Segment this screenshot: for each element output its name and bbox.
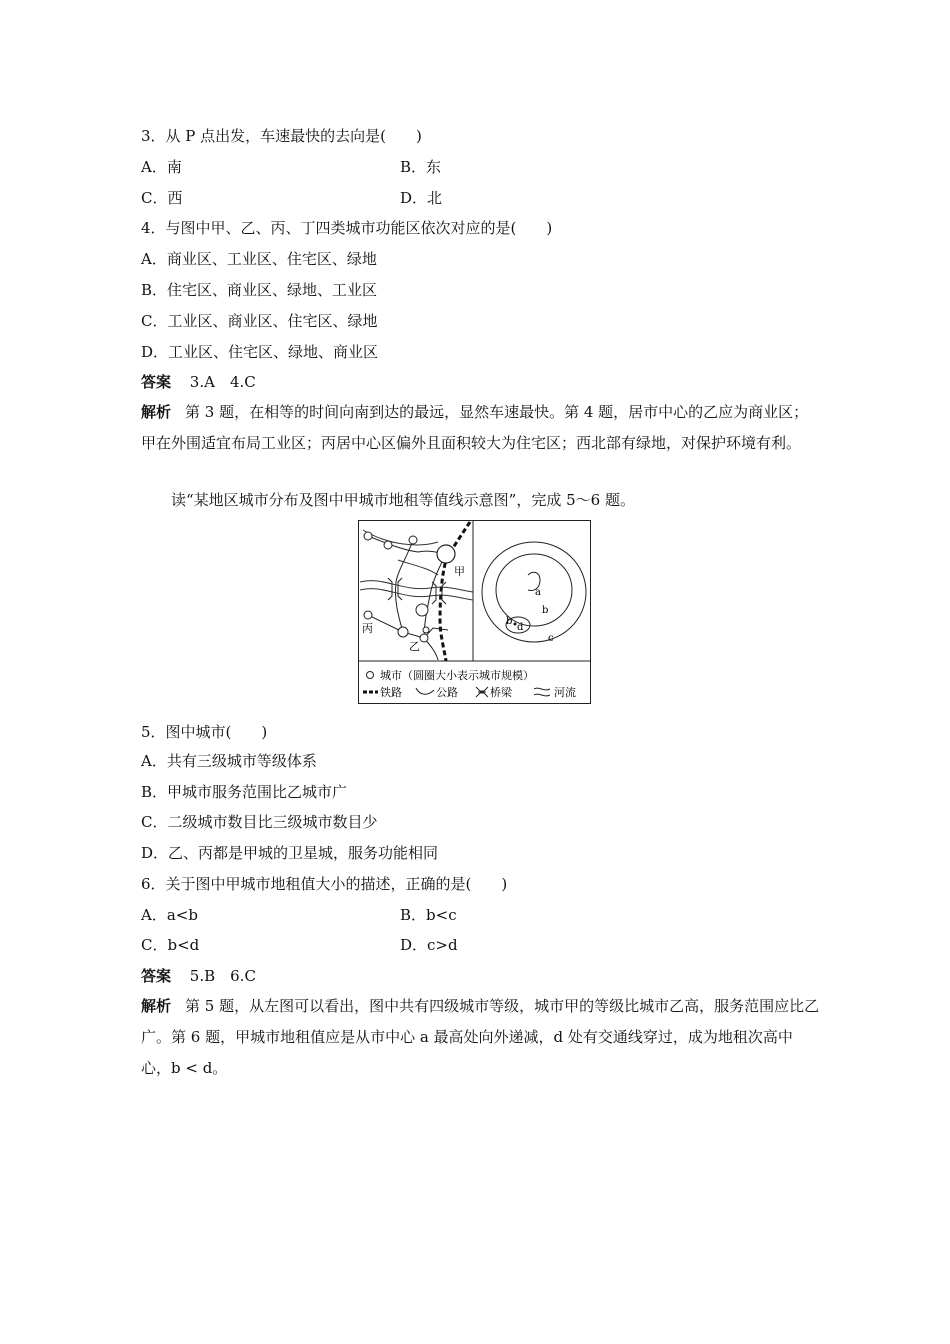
q4-option-a: A．商业区、工业区、住宅区、绿地 (141, 250, 377, 268)
contour-label-a: a (535, 587, 541, 598)
q3-option-a: A．南 (141, 158, 182, 176)
answer-label: 答案 (141, 967, 172, 985)
explanation-text: 第 5 题，从左图可以看出，图中共有四级城市等级，城市甲的等级比城市乙高，服务范围应比乙广。第 6 题，甲城市地租值应是从市中心 a 最高处向外递减，d 处有交通线穿过，成为地租次高中心，b < d。 (141, 997, 820, 1077)
q5-option-b: B．甲城市服务范围比乙城市广 (141, 783, 348, 801)
legend-bridge-label: 桥梁 (490, 686, 512, 699)
legend-rail-label: 铁路 (380, 686, 402, 699)
q6-stem: 6．关于图中甲城市地租值大小的描述，正确的是( ) (141, 875, 508, 893)
city-jia-marker (437, 545, 455, 563)
figure-intro: 读“某地区城市分布及图中甲城市地租等值线示意图”，完成 5～6 题。 (171, 491, 635, 509)
legend-river-label: 河流 (554, 686, 576, 699)
q3-stem: 3．从 P 点出发，车速最快的去向是( ) (141, 127, 422, 145)
legend-road-label: 公路 (436, 686, 458, 699)
city-bing-marker (398, 627, 408, 637)
contour-label-b: b (506, 616, 513, 627)
q6-option-a: A．a<b (141, 906, 198, 924)
q4-option-b: B．住宅区、商业区、绿地、工业区 (141, 281, 378, 299)
q5-stem: 5．图中城市( ) (141, 723, 268, 741)
q4-option-c: C．工业区、商业区、住宅区、绿地 (141, 312, 378, 330)
explanation-3-4 (141, 397, 821, 459)
city-yi-label: 乙 (409, 640, 420, 653)
contour-label-c: c (548, 633, 554, 644)
q4-stem: 4．与图中甲、乙、丙、丁四类城市功能区依次对应的是( ) (141, 219, 553, 237)
explanation-label: 解析 (141, 997, 172, 1015)
answer-label: 答案 (141, 373, 172, 391)
answer-text: 3.A 4.C (189, 373, 256, 391)
q5-option-a: A．共有三级城市等级体系 (141, 752, 317, 770)
city-marker (364, 532, 372, 540)
city-yi-marker (420, 634, 428, 642)
contour-label-b: b (542, 605, 549, 616)
explanation-5-6 (141, 991, 821, 1084)
q6-option-b: B．b<c (400, 906, 457, 924)
city-jia-label: 甲 (454, 565, 465, 578)
contour-label-d: d (517, 622, 524, 633)
answer-text: 5.B 6.C (189, 967, 256, 985)
city-marker (409, 536, 417, 544)
answer-5-6 (141, 966, 256, 986)
city-marker (384, 541, 392, 549)
q3-option-c: C．西 (141, 189, 183, 207)
city-marker (416, 604, 428, 616)
legend-city-label: 城市（圆圈大小表示城市规模） (380, 669, 534, 682)
q6-option-d: D．c>d (400, 936, 458, 954)
explanation-label: 解析 (141, 403, 172, 421)
map-svg (358, 520, 591, 704)
answer-3-4 (141, 372, 256, 392)
legend-city-icon (367, 672, 374, 679)
q5-option-c: C．二级城市数目比三级城市数目少 (141, 813, 378, 831)
city-marker (364, 611, 372, 619)
q6-option-c: C．b<d (141, 936, 200, 954)
city-marker (423, 627, 429, 633)
explanation-text: 第 3 题，在相等的时间向南到达的最远，显然车速最快。第 4 题，居市中心的乙应为商业区；甲在外围适宜布局工业区；丙居中心区偏外且面积较大为住宅区；西北部有绿地，对保护环境有利。 (141, 403, 809, 452)
q4-option-d: D．工业区、住宅区、绿地、商业区 (141, 343, 379, 361)
map-figure (358, 520, 591, 704)
city-bing-label: 丙 (362, 622, 373, 635)
q5-option-d: D．乙、丙都是甲城的卫星城，服务功能相同 (141, 844, 439, 862)
q3-option-d: D．北 (400, 189, 443, 207)
q3-option-b: B．东 (400, 158, 442, 176)
